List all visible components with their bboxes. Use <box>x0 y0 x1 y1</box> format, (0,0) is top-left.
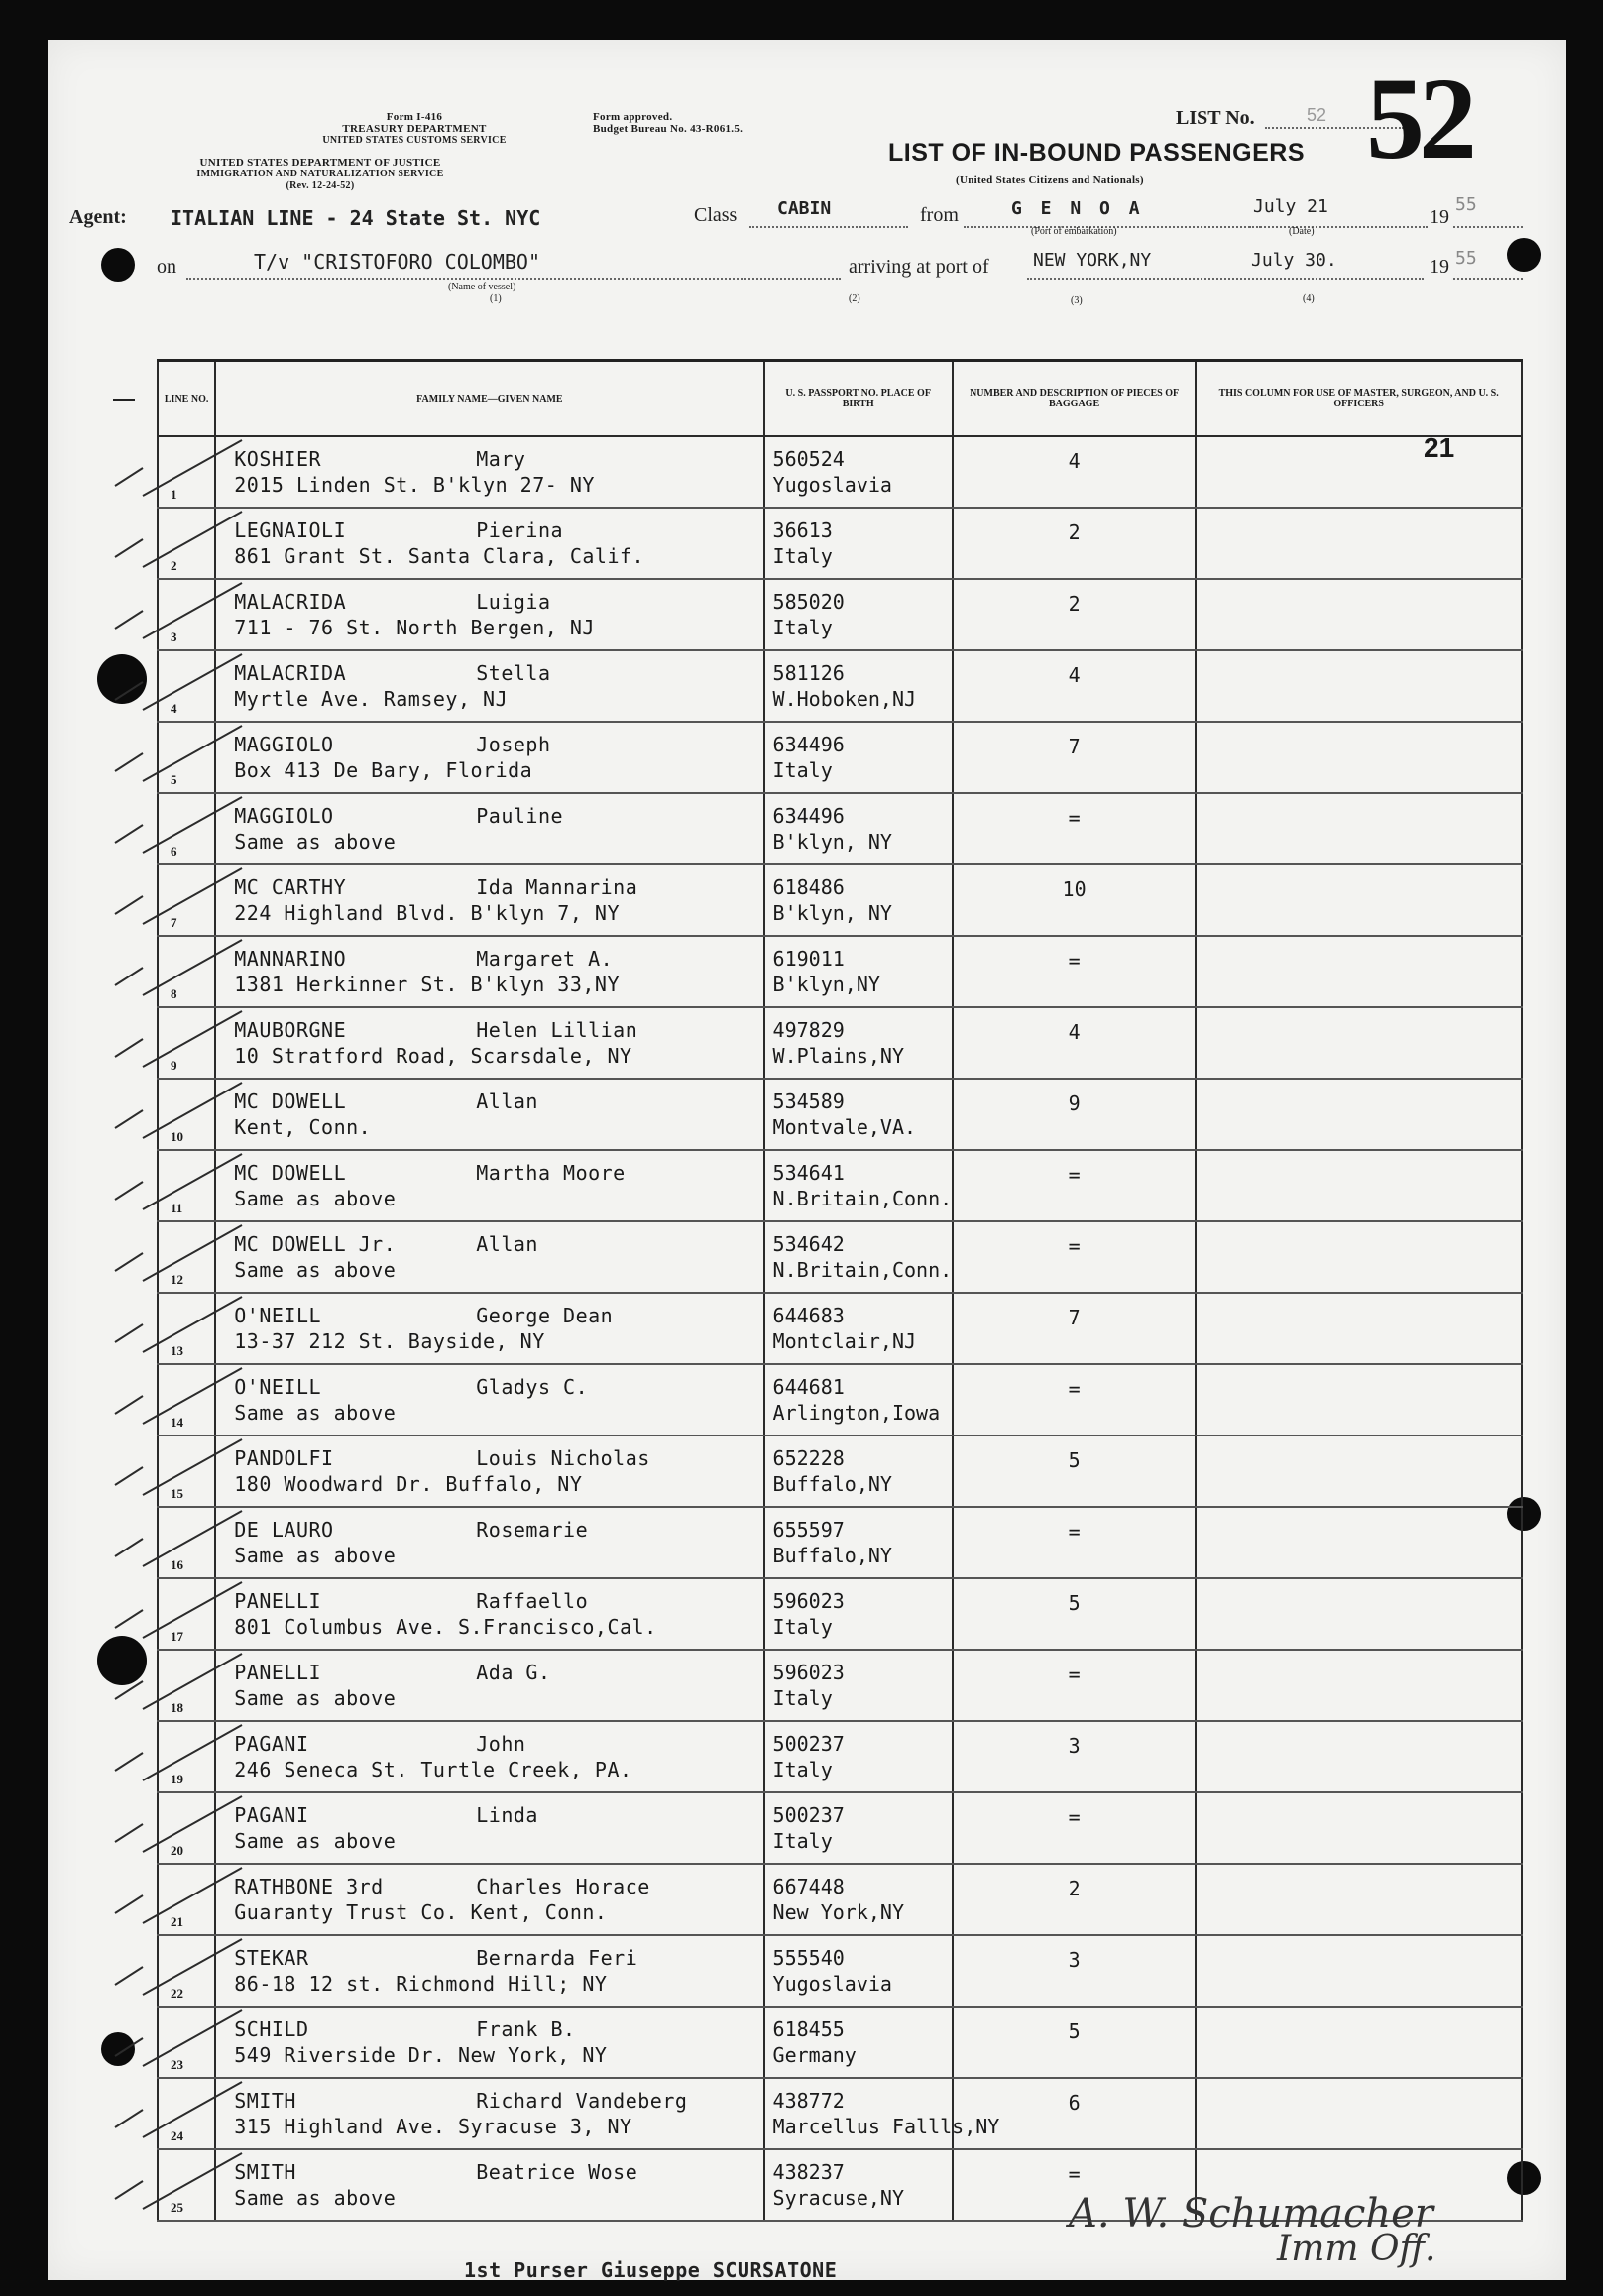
given-name: Raffaello <box>476 1589 589 1613</box>
place-of-birth: W.Hoboken,NJ <box>772 687 917 711</box>
check-mark <box>115 1083 242 1138</box>
list-no-label: LIST No. <box>1176 107 1255 129</box>
address: 180 Woodward Dr. Buffalo, NY <box>234 1472 583 1496</box>
address: 711 - 76 St. North Bergen, NJ <box>234 616 595 639</box>
address: Same as above <box>234 1686 397 1710</box>
line-no-header: LINE NO. <box>158 361 215 437</box>
given-name: Pierina <box>476 518 564 542</box>
place-of-birth: Yugoslavia <box>772 1972 892 1996</box>
place-of-birth: Italy <box>772 758 833 782</box>
line-no: 15 <box>171 1486 183 1501</box>
check-mark <box>115 1368 242 1424</box>
line-no: 11 <box>171 1201 183 1215</box>
baggage-count: 2 <box>1068 1877 1081 1900</box>
budget-label: Budget Bureau No. 43-R061.5. <box>593 123 744 135</box>
baggage-count: = <box>1068 2162 1081 2186</box>
given-name: Frank B. <box>476 2017 576 2041</box>
place-of-birth: B'klyn, NY <box>772 901 892 925</box>
address: 10 Stratford Road, Scarsdale, NY <box>234 1044 632 1068</box>
line-no: 7 <box>171 915 177 930</box>
place-of-birth: Buffalo,NY <box>772 1544 892 1567</box>
passport-number: 644681 <box>772 1375 845 1399</box>
address: 801 Columbus Ave. S.Francisco,Cal. <box>234 1615 657 1639</box>
line-no: 3 <box>171 630 177 644</box>
given-name: Martha Moore <box>476 1161 626 1185</box>
place-of-birth: W.Plains,NY <box>772 1044 904 1068</box>
family-name: SMITH <box>234 2160 296 2184</box>
place-of-birth: Germany <box>772 2043 857 2067</box>
check-mark <box>115 1654 242 1709</box>
arrival-date: July 30. <box>1251 250 1337 271</box>
check-mark <box>115 583 242 638</box>
passport-number: 644683 <box>772 1304 845 1327</box>
check-marks-overlay <box>48 40 1566 2280</box>
baggage-count: = <box>1068 1805 1081 1829</box>
arriving-label: arriving at port of <box>849 256 989 278</box>
vessel-caption: (Name of vessel) <box>448 282 516 292</box>
given-name: Charles Horace <box>476 1875 650 1898</box>
place-of-birth: N.Britain,Conn. <box>772 1258 953 1282</box>
family-name: PANELLI <box>234 1589 322 1613</box>
family-name: PAGANI <box>234 1803 309 1827</box>
list-no-value: 52 <box>1307 105 1327 125</box>
given-name: Luigia <box>476 590 551 614</box>
given-name: John <box>476 1732 526 1756</box>
purser-signature: 1st Purser Giuseppe SCURSATONE <box>464 2258 838 2282</box>
column2-number: (2) <box>849 293 860 304</box>
baggage-count: 2 <box>1068 520 1081 544</box>
family-name: PAGANI <box>234 1732 309 1756</box>
family-name: DE LAURO <box>234 1518 334 1542</box>
vessel-number: (1) <box>490 293 502 304</box>
place-of-birth: B'klyn,NY <box>772 973 880 996</box>
address: 224 Highland Blvd. B'klyn 7, NY <box>234 901 621 925</box>
address: Same as above <box>234 2186 397 2210</box>
family-name: O'NEILL <box>234 1304 322 1327</box>
line-no: 6 <box>171 844 177 859</box>
family-name: O'NEILL <box>234 1375 322 1399</box>
baggage-count: 4 <box>1068 663 1081 687</box>
ins-label: IMMIGRATION AND NATURALIZATION SERVICE <box>196 169 444 179</box>
address: 549 Riverside Dr. New York, NY <box>234 2043 608 2067</box>
approved-label: Form approved. <box>593 111 673 123</box>
given-name: Margaret A. <box>476 947 614 971</box>
check-mark <box>115 1868 242 1923</box>
baggage-header: NUMBER AND DESCRIPTION OF PIECES OF BAGGAGE <box>953 361 1196 437</box>
class-label: Class <box>694 204 738 226</box>
check-mark <box>115 940 242 995</box>
arrival-port: NEW YORK,NY <box>1033 250 1152 271</box>
baggage-count: 4 <box>1068 449 1081 473</box>
line-no: 10 <box>171 1129 183 1144</box>
baggage-count: 3 <box>1068 1948 1081 1972</box>
address: Same as above <box>234 1544 397 1567</box>
family-name: MAUBORGNE <box>234 1018 347 1042</box>
baggage-count: 7 <box>1068 735 1081 758</box>
passport-number: 534589 <box>772 1090 845 1113</box>
treasury-label: TREASURY DEPARTMENT <box>342 123 487 135</box>
family-name: MC DOWELL Jr. <box>234 1232 397 1256</box>
passport-number: 534641 <box>772 1161 845 1185</box>
baggage-count: = <box>1068 1377 1081 1401</box>
family-name: SMITH <box>234 2089 296 2113</box>
line-no: 12 <box>171 1272 183 1287</box>
line-no: 20 <box>171 1843 183 1858</box>
given-name: Allan <box>476 1232 538 1256</box>
document-subtitle: (United States Citizens and Nationals) <box>956 174 1144 186</box>
baggage-count: 7 <box>1068 1306 1081 1329</box>
address: Box 413 De Bary, Florida <box>234 758 533 782</box>
place-of-birth: B'klyn, NY <box>772 830 892 854</box>
officer-title: Imm Off. <box>1277 2229 1436 2269</box>
given-name: Mary <box>476 447 526 471</box>
line-no: 17 <box>171 1629 183 1644</box>
given-name: Ida Mannarina <box>476 875 638 899</box>
family-name: SCHILD <box>234 2017 309 2041</box>
given-name: Louis Nicholas <box>476 1446 650 1470</box>
name-header: FAMILY NAME—GIVEN NAME <box>215 361 763 437</box>
family-name: MC DOWELL <box>234 1161 347 1185</box>
family-name: MAGGIOLO <box>234 804 334 828</box>
passport-number: 585020 <box>772 590 845 614</box>
place-of-birth: Syracuse,NY <box>772 2186 904 2210</box>
agent-value: ITALIAN LINE - 24 State St. NYC <box>171 206 541 230</box>
family-name: MANNARINO <box>234 947 347 971</box>
baggage-count: 3 <box>1068 1734 1081 1758</box>
check-mark <box>115 2010 242 2066</box>
check-mark <box>115 1939 242 1995</box>
line-no: 2 <box>171 558 177 573</box>
passport-number: 596023 <box>772 1661 845 1684</box>
passport-number: 655597 <box>772 1518 845 1542</box>
baggage-count: = <box>1068 1163 1081 1187</box>
family-name: MALACRIDA <box>234 590 347 614</box>
check-mark <box>115 1439 242 1495</box>
passport-number: 619011 <box>772 947 845 971</box>
officer-signature: A. W. Schumacher <box>1069 2191 1433 2237</box>
arrival-year: 55 <box>1455 248 1477 269</box>
given-name: Rosemarie <box>476 1518 589 1542</box>
line-no: 22 <box>171 1986 183 2001</box>
given-name: Stella <box>476 661 551 685</box>
passport-number: 581126 <box>772 661 845 685</box>
address: Same as above <box>234 1258 397 1282</box>
class-value: CABIN <box>777 198 832 219</box>
departure-year: 55 <box>1455 194 1477 215</box>
family-name: PANELLI <box>234 1661 322 1684</box>
date-caption: (Date) <box>1289 226 1315 237</box>
address: Myrtle Ave. Ramsey, NJ <box>234 687 509 711</box>
place-of-birth: Italy <box>772 616 833 639</box>
line-no: 13 <box>171 1343 183 1358</box>
family-name: LEGNAIOLI <box>234 518 347 542</box>
from-label: from <box>920 204 959 226</box>
passport-number: 667448 <box>772 1875 845 1898</box>
given-name: Beatrice Wose <box>476 2160 638 2184</box>
check-mark <box>115 2082 242 2137</box>
passport-number: 500237 <box>772 1732 845 1756</box>
passenger-count: 21 <box>1424 432 1455 463</box>
place-of-birth: New York,NY <box>772 1900 904 1924</box>
family-name: PANDOLFI <box>234 1446 334 1470</box>
place-of-birth: N.Britain,Conn. <box>772 1187 953 1210</box>
check-mark <box>115 1725 242 1780</box>
given-name: Gladys C. <box>476 1375 589 1399</box>
check-mark <box>115 1011 242 1067</box>
check-mark <box>115 1796 242 1852</box>
passport-header: U. S. PASSPORT NO. PLACE OF BIRTH <box>764 361 953 437</box>
check-mark <box>115 868 242 924</box>
address: 86-18 12 st. Richmond Hill; NY <box>234 1972 608 1996</box>
form-number: Form I-416 <box>386 111 443 123</box>
baggage-count: = <box>1068 1520 1081 1544</box>
place-of-birth: Italy <box>772 1615 833 1639</box>
manifest-page <box>48 40 1566 2280</box>
place-of-birth: Montclair,NJ <box>772 1329 917 1353</box>
family-name: MALACRIDA <box>234 661 347 685</box>
port-number: (3) <box>1071 295 1083 306</box>
baggage-count: = <box>1068 949 1081 973</box>
baggage-count: = <box>1068 1663 1081 1686</box>
passport-number: 438237 <box>772 2160 845 2184</box>
check-mark <box>115 797 242 853</box>
place-of-birth: Italy <box>772 1829 833 1853</box>
passport-number: 36613 <box>772 518 833 542</box>
address: Kent, Conn. <box>234 1115 372 1139</box>
passport-number: 534642 <box>772 1232 845 1256</box>
place-of-birth: Marcellus Fallls,NY <box>772 2115 1000 2138</box>
passport-number: 596023 <box>772 1589 845 1613</box>
address: Same as above <box>234 1401 397 1425</box>
customs-label: UNITED STATES CUSTOMS SERVICE <box>322 135 507 146</box>
line-no: 14 <box>171 1415 183 1430</box>
check-mark <box>115 1154 242 1209</box>
given-name: Pauline <box>476 804 564 828</box>
baggage-count: 5 <box>1068 2019 1081 2043</box>
passport-number: 618486 <box>772 875 845 899</box>
vessel-name: T/v "CRISTOFORO COLOMBO" <box>254 250 540 274</box>
place-of-birth: Montvale,VA. <box>772 1115 917 1139</box>
baggage-count: 4 <box>1068 1020 1081 1044</box>
address: 13-37 212 St. Bayside, NY <box>234 1329 545 1353</box>
family-name: STEKAR <box>234 1946 309 1970</box>
passport-number: 500237 <box>772 1803 845 1827</box>
line-no: 24 <box>171 2128 183 2143</box>
check-mark <box>115 654 242 710</box>
line-no: 9 <box>171 1058 177 1073</box>
baggage-count: 5 <box>1068 1591 1081 1615</box>
place-of-birth: Italy <box>772 1686 833 1710</box>
revision-label: (Rev. 12-24-52) <box>286 180 355 191</box>
family-name: KOSHIER <box>234 447 322 471</box>
line-no: 4 <box>171 701 177 716</box>
given-name: Ada G. <box>476 1661 551 1684</box>
line-no: 25 <box>171 2200 183 2215</box>
given-name: Helen Lillian <box>476 1018 638 1042</box>
place-of-birth: Arlington,Iowa <box>772 1401 941 1425</box>
place-of-birth: Italy <box>772 544 833 568</box>
line-no: 5 <box>171 772 177 787</box>
baggage-count: = <box>1068 806 1081 830</box>
check-mark <box>115 1582 242 1638</box>
line-no: 16 <box>171 1557 183 1572</box>
departure-date: July 21 <box>1253 196 1328 217</box>
check-mark <box>115 1297 242 1352</box>
year-prefix: 19 <box>1430 206 1449 228</box>
place-of-birth: Yugoslavia <box>772 473 892 497</box>
line-no: 18 <box>171 1700 183 1715</box>
officers-header: THIS COLUMN FOR USE OF MASTER, SURGEON, AND U. S. OFFICERS <box>1196 361 1522 437</box>
baggage-count: = <box>1068 1234 1081 1258</box>
port-caption: (Port of embarkation) <box>1031 226 1117 237</box>
given-name: Bernarda Feri <box>476 1946 638 1970</box>
passport-number: 618455 <box>772 2017 845 2041</box>
baggage-count: 9 <box>1068 1091 1081 1115</box>
check-mark <box>115 440 242 496</box>
place-of-birth: Buffalo,NY <box>772 1472 892 1496</box>
given-name: Richard Vandeberg <box>476 2089 688 2113</box>
passport-number: 634496 <box>772 804 845 828</box>
check-mark <box>115 726 242 781</box>
passport-number: 497829 <box>772 1018 845 1042</box>
address: 1381 Herkinner St. B'klyn 33,NY <box>234 973 621 996</box>
passport-number: 560524 <box>772 447 845 471</box>
check-mark <box>115 2153 242 2209</box>
line-no: 23 <box>171 2057 183 2072</box>
address: 246 Seneca St. Turtle Creek, PA. <box>234 1758 632 1781</box>
agent-label: Agent: <box>69 206 127 228</box>
baggage-count: 5 <box>1068 1448 1081 1472</box>
given-name: Joseph <box>476 733 551 756</box>
year-prefix-2: 19 <box>1430 256 1449 278</box>
line-no: 19 <box>171 1772 183 1786</box>
line-no: 8 <box>171 986 177 1001</box>
from-value: G E N O A <box>1011 198 1144 219</box>
passport-number: 652228 <box>772 1446 845 1470</box>
given-name: Allan <box>476 1090 538 1113</box>
check-mark <box>115 512 242 567</box>
address: 315 Highland Ave. Syracuse 3, NY <box>234 2115 632 2138</box>
page-number: 52 <box>1366 54 1471 183</box>
address: Guaranty Trust Co. Kent, Conn. <box>234 1900 608 1924</box>
address: Same as above <box>234 1829 397 1853</box>
family-name: MC CARTHY <box>234 875 347 899</box>
address: Same as above <box>234 830 397 854</box>
family-name: RATHBONE 3rd <box>234 1875 384 1898</box>
check-mark <box>115 1225 242 1281</box>
passport-number: 634496 <box>772 733 845 756</box>
line-no: 21 <box>171 1914 183 1929</box>
family-name: MC DOWELL <box>234 1090 347 1113</box>
family-name: MAGGIOLO <box>234 733 334 756</box>
date-number: (4) <box>1303 293 1315 304</box>
line-no: 1 <box>171 487 177 502</box>
document-title: LIST OF IN-BOUND PASSENGERS <box>888 139 1306 167</box>
check-mark <box>115 1511 242 1566</box>
justice-label: UNITED STATES DEPARTMENT OF JUSTICE <box>199 157 441 169</box>
passport-number: 438772 <box>772 2089 845 2113</box>
baggage-count: 2 <box>1068 592 1081 616</box>
on-label: on <box>157 256 176 278</box>
address: 861 Grant St. Santa Clara, Calif. <box>234 544 645 568</box>
given-name: George Dean <box>476 1304 614 1327</box>
given-name: Linda <box>476 1803 538 1827</box>
address: 2015 Linden St. B'klyn 27- NY <box>234 473 595 497</box>
address: Same as above <box>234 1187 397 1210</box>
baggage-count: 10 <box>1062 877 1087 901</box>
baggage-count: 6 <box>1068 2091 1081 2115</box>
passport-number: 555540 <box>772 1946 845 1970</box>
place-of-birth: Italy <box>772 1758 833 1781</box>
